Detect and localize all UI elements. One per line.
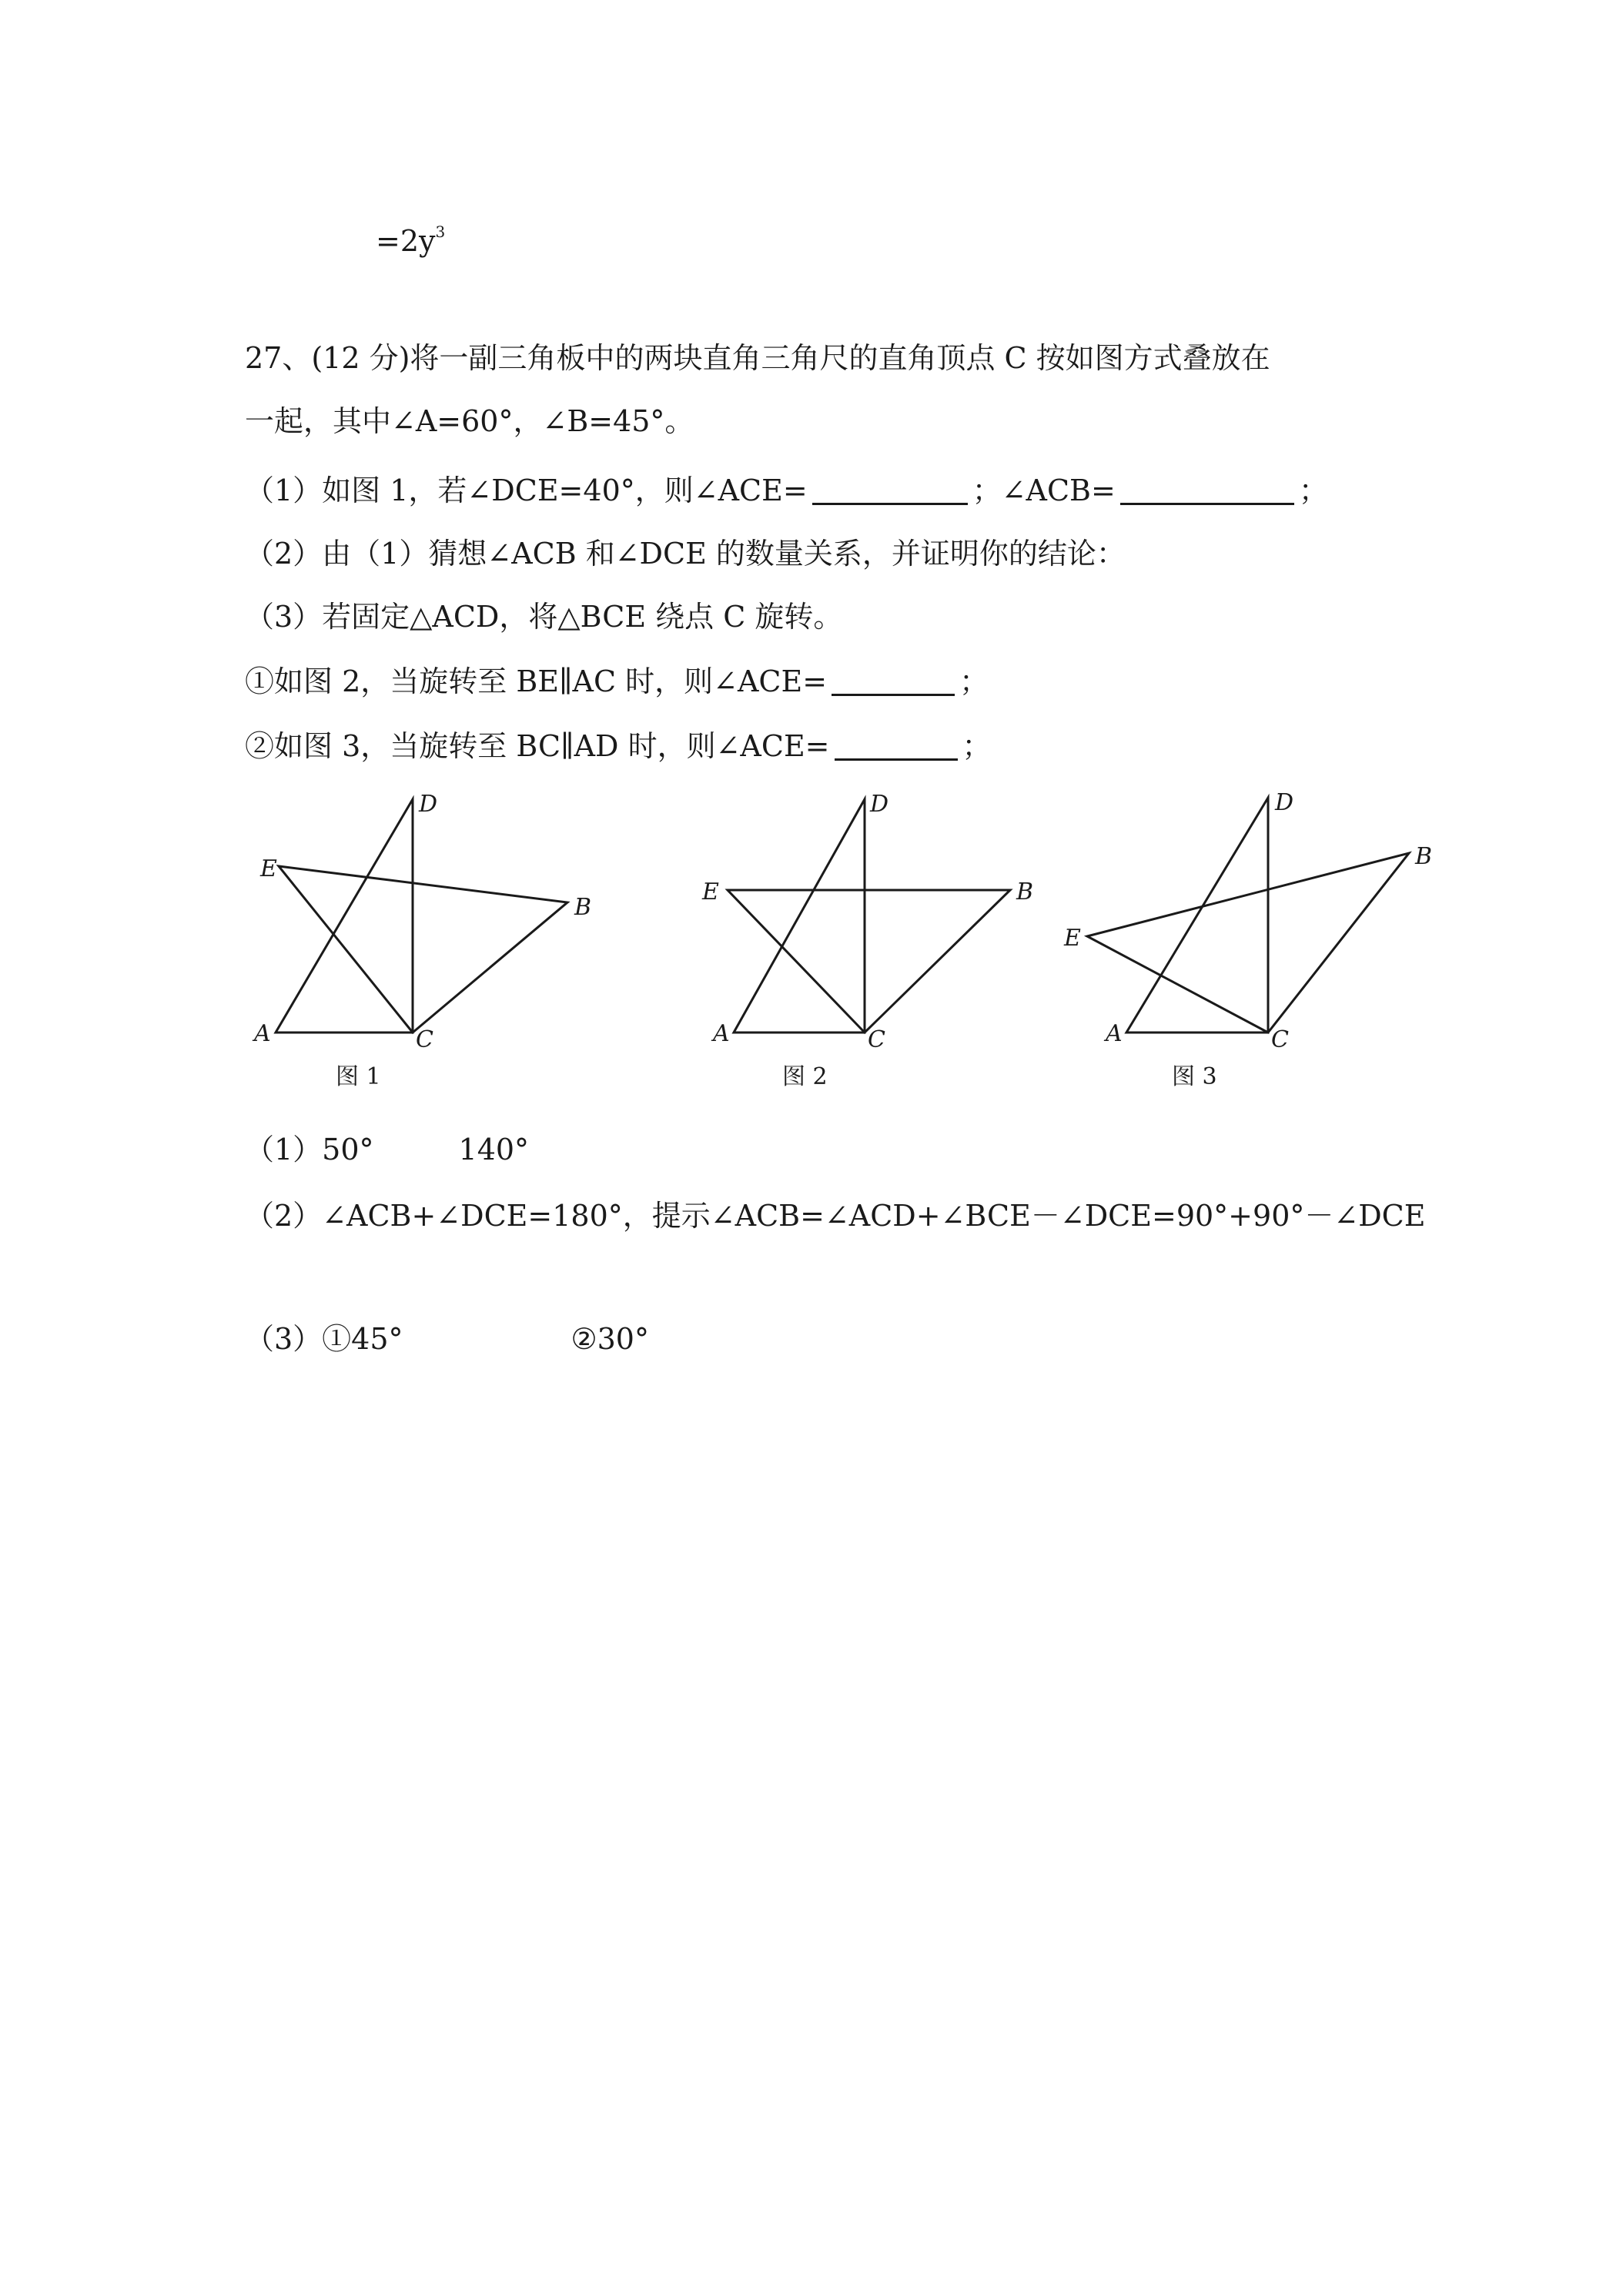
figure-2-triangle-bce xyxy=(728,890,1010,1033)
answer-blank-acb[interactable] xyxy=(1120,472,1294,505)
figure-3-label-d: D xyxy=(1275,789,1294,816)
figure-1 xyxy=(231,778,631,1101)
question-part-3b xyxy=(245,727,992,765)
figure-3-label-e: E xyxy=(1064,925,1081,952)
figure-2-label-c: C xyxy=(868,1026,885,1053)
figure-2 xyxy=(678,778,1078,1101)
figure-2-label-b: B xyxy=(1016,879,1034,905)
question-part-1 xyxy=(245,471,1328,510)
answer-part-1-first: （1）50° xyxy=(245,1133,374,1166)
answer-blank-ace[interactable] xyxy=(812,472,968,505)
question-part-1-mid: ；∠ACB= xyxy=(972,474,1116,507)
figure-3-label-c: C xyxy=(1271,1026,1289,1053)
question-title-line-2: 一起，其中∠A=60°，∠B=45°。 xyxy=(245,404,694,438)
figure-1-label-e: E xyxy=(260,855,277,882)
answer-part-1 xyxy=(245,1130,529,1169)
question-part-3b-prefix: ②如图 3，当旋转至 BC∥AD 时，则∠ACE= xyxy=(245,729,830,763)
figure-3-label-b: B xyxy=(1415,843,1433,870)
figure-3 xyxy=(1055,778,1455,1101)
figure-1-label-a: A xyxy=(254,1020,271,1047)
answer-blank-3b[interactable] xyxy=(835,728,958,761)
previous-answer-exponent: 3 xyxy=(435,223,446,241)
answer-part-3-first: （3）①45° xyxy=(245,1322,403,1356)
figure-3-label-a: A xyxy=(1106,1020,1123,1047)
figure-2-diagram xyxy=(678,778,1078,1101)
figure-3-diagram xyxy=(1055,778,1455,1101)
figure-3-triangle-bce xyxy=(1087,853,1409,1033)
question-part-3a-end: ； xyxy=(959,664,989,698)
figure-2-label-a: A xyxy=(713,1020,730,1047)
question-part-1-end: ； xyxy=(1298,474,1328,507)
figure-1-diagram xyxy=(231,778,631,1101)
figure-3-triangle-acd xyxy=(1126,798,1268,1033)
previous-answer-base: =2y xyxy=(376,224,436,258)
answer-blank-3a[interactable] xyxy=(832,663,955,696)
question-part-2: （2）由（1）猜想∠ACB 和∠DCE 的数量关系，并证明你的结论： xyxy=(245,537,1126,571)
answer-part-3 xyxy=(245,1320,649,1358)
figure-1-label-b: B xyxy=(574,894,592,921)
question-title-line-1: 27、(12 分)将一副三角板中的两块直角三角尺的直角顶点 C 按如图方式叠放在 xyxy=(245,341,1270,375)
figure-3-caption: 图 3 xyxy=(1172,1063,1217,1090)
answer-part-2: （2）∠ACB+∠DCE=180°，提示∠ACB=∠ACD+∠BCE－∠DCE=90°+90°－∠DCE xyxy=(245,1199,1426,1233)
figure-2-label-d: D xyxy=(870,791,889,818)
figure-1-label-c: C xyxy=(416,1026,433,1053)
figure-2-label-e: E xyxy=(702,879,719,905)
answer-part-1-second: 140° xyxy=(458,1133,530,1166)
previous-answer-fragment xyxy=(376,213,445,260)
question-part-1-prefix: （1）如图 1，若∠DCE=40°，则∠ACE= xyxy=(245,474,808,507)
question-part-3: （3）若固定△ACD，将△BCE 绕点 C 旋转。 xyxy=(245,600,843,634)
figure-1-triangle-bce xyxy=(279,866,567,1033)
figure-2-caption: 图 2 xyxy=(782,1063,828,1090)
answer-part-3-second: ②30° xyxy=(571,1322,649,1356)
figure-1-label-d: D xyxy=(419,791,438,818)
question-part-3a xyxy=(245,662,989,701)
question-part-3a-prefix: ①如图 2，当旋转至 BE∥AC 时，则∠ACE= xyxy=(245,664,828,698)
figure-1-caption: 图 1 xyxy=(336,1063,381,1090)
figure-1-triangle-acd xyxy=(276,799,413,1033)
question-part-3b-end: ； xyxy=(962,729,992,763)
